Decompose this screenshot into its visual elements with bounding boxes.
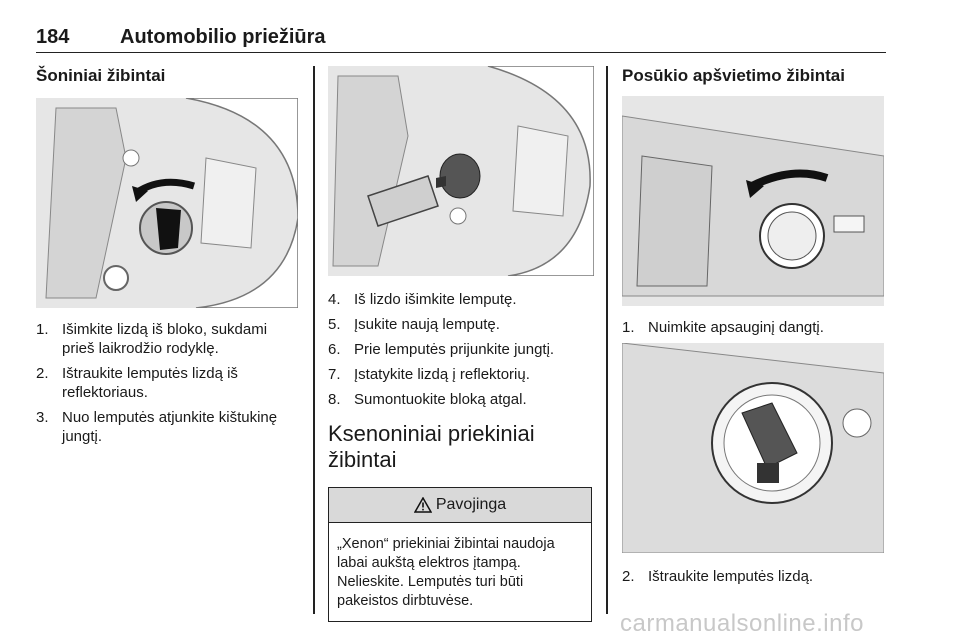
section-title: Ksenoniniai priekiniai žibintai [328, 421, 535, 472]
illustration-protective-cover [622, 96, 884, 306]
watermark: carmanualsonline.info [620, 610, 864, 637]
list-item: 7. Įstatykite lizdą į reflektorių. [328, 366, 530, 383]
list-item: 3. Nuo lemputės atjunkite kištukinę jungtį. [36, 409, 278, 445]
warning-box [328, 487, 592, 622]
list-item: 8. Sumontuokite bloką atgal. [328, 391, 527, 408]
illustration-bulb-socket [622, 343, 884, 553]
column-divider [313, 66, 315, 614]
column-cornering-lights [622, 66, 886, 592]
section-title: Šoniniai žibintai [36, 66, 166, 85]
warning-text: „Xenon“ priekiniai žibintai naudoja labai aukštą elektros įtampą. Nelieskite. Lemputės turi būti pakeistos dirbtuvėse. [337, 536, 555, 609]
column-xenon [328, 66, 594, 622]
step-list [622, 318, 886, 337]
step-list [622, 567, 886, 586]
illustration-side-light-socket [36, 98, 298, 308]
column-divider [606, 66, 608, 614]
step-list [328, 290, 594, 409]
list-item: 1. Išimkite lizdą iš bloko, sukdami prieš laikrodžio rodyklę. [36, 321, 268, 357]
list-item: 1. Nuimkite apsauginį dangtį. [622, 319, 824, 336]
page-header [36, 26, 886, 53]
warning-heading: Pavojinga [435, 496, 507, 513]
list-item: 2. Ištraukite lemputės lizdą iš reflektoriaus. [36, 365, 238, 401]
warning-triangle-icon [414, 497, 432, 513]
running-title: Automobilio priežiūra [120, 26, 326, 48]
page-number: 184 [36, 26, 70, 48]
illustration-bulb-removal [328, 66, 594, 276]
list-item: 6. Prie lemputės prijunkite jungtį. [328, 341, 555, 358]
list-item: 4. Iš lizdo išimkite lemputę. [328, 291, 517, 308]
list-item: 2. Ištraukite lemputės lizdą. [622, 568, 814, 585]
step-list [36, 320, 298, 446]
list-item: 5. Įsukite naują lemputę. [328, 316, 500, 333]
section-title: Posūkio apšvietimo žibintai [622, 66, 845, 85]
column-side-lights [36, 66, 298, 452]
warning-header [329, 488, 591, 523]
